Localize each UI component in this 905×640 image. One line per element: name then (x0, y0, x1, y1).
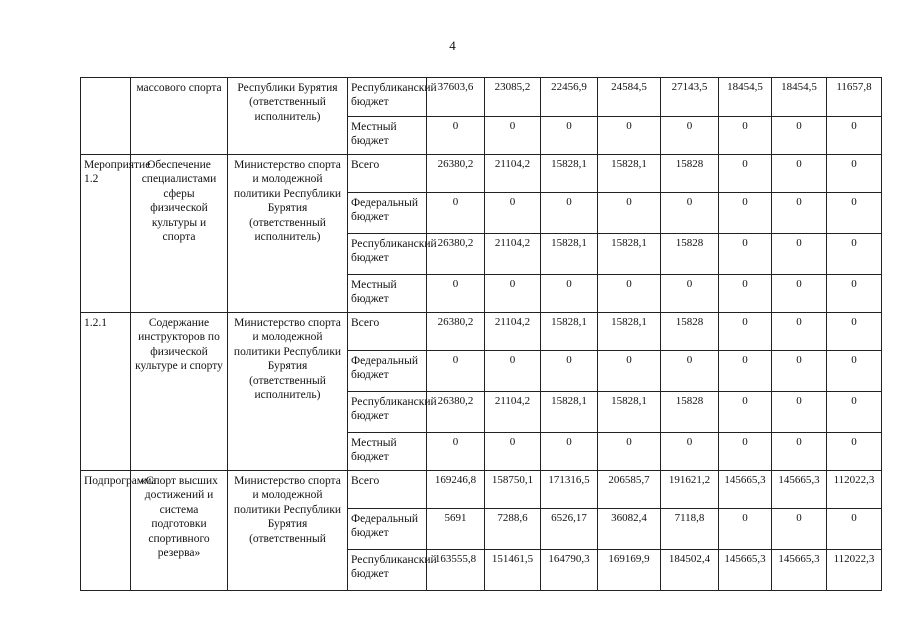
value-cell: 0 (427, 351, 485, 392)
value-cell: 145665,3 (772, 471, 827, 509)
row-code-cell: 1.2.1 (81, 313, 131, 471)
row-code-cell: Мероприятие 1.2 (81, 155, 131, 313)
value-cell: 0 (485, 193, 541, 234)
value-cell: 0 (541, 433, 598, 471)
value-cell: 26380,2 (427, 155, 485, 193)
value-cell: 0 (772, 117, 827, 155)
value-cell: 0 (827, 392, 882, 433)
value-cell: 0 (598, 193, 661, 234)
value-cell: 21104,2 (485, 155, 541, 193)
value-cell: 169169,9 (598, 550, 661, 591)
page-number: 4 (449, 38, 456, 53)
value-cell: 15828,1 (541, 392, 598, 433)
value-cell: 15828,1 (541, 155, 598, 193)
value-cell: 112022,3 (827, 471, 882, 509)
value-cell: 0 (661, 275, 719, 313)
value-cell: 21104,2 (485, 313, 541, 351)
row-name-cell: массового спорта (131, 78, 228, 155)
value-cell: 37603,6 (427, 78, 485, 117)
value-cell: 0 (661, 433, 719, 471)
value-cell: 0 (772, 313, 827, 351)
value-cell: 7288,6 (485, 509, 541, 550)
table-row (81, 78, 882, 117)
responsible-cell: Министерство спорта и молодежной политики Республики Бурятия (ответственный исполнитель) (228, 155, 348, 313)
value-cell: 0 (485, 351, 541, 392)
value-cell: 0 (598, 117, 661, 155)
value-cell: 0 (772, 433, 827, 471)
row-name-cell: Содержание инструкторов по физической культуре и спорту (131, 313, 228, 471)
value-cell: 163555,8 (427, 550, 485, 591)
value-cell: 0 (719, 155, 772, 193)
value-cell: 0 (719, 234, 772, 275)
value-cell: 0 (485, 433, 541, 471)
value-cell: 0 (427, 275, 485, 313)
funding-source-cell: Всего (348, 155, 427, 193)
value-cell: 0 (719, 193, 772, 234)
value-cell: 23085,2 (485, 78, 541, 117)
value-cell: 26380,2 (427, 234, 485, 275)
value-cell: 169246,8 (427, 471, 485, 509)
value-cell: 0 (719, 392, 772, 433)
value-cell: 15828 (661, 392, 719, 433)
funding-source-cell: Местный бюджет (348, 117, 427, 155)
value-cell: 0 (485, 117, 541, 155)
value-cell: 22456,9 (541, 78, 598, 117)
value-cell: 0 (719, 275, 772, 313)
value-cell: 112022,3 (827, 550, 882, 591)
table-row (81, 471, 882, 509)
value-cell: 0 (772, 193, 827, 234)
funding-source-cell: Республиканский бюджет (348, 550, 427, 591)
value-cell: 0 (772, 275, 827, 313)
value-cell: 145665,3 (719, 471, 772, 509)
value-cell: 18454,5 (719, 78, 772, 117)
value-cell: 0 (598, 275, 661, 313)
value-cell: 24584,5 (598, 78, 661, 117)
value-cell: 15828,1 (598, 155, 661, 193)
funding-source-cell: Всего (348, 313, 427, 351)
funding-source-cell: Федеральный бюджет (348, 193, 427, 234)
value-cell: 145665,3 (719, 550, 772, 591)
value-cell: 0 (827, 433, 882, 471)
row-name-cell: «Спорт высших достижений и система подготовки спортивного резерва» (131, 471, 228, 591)
value-cell: 0 (661, 117, 719, 155)
value-cell: 15828 (661, 313, 719, 351)
value-cell: 0 (719, 433, 772, 471)
value-cell: 0 (772, 155, 827, 193)
value-cell: 15828 (661, 234, 719, 275)
value-cell: 27143,5 (661, 78, 719, 117)
value-cell: 0 (827, 117, 882, 155)
value-cell: 6526,17 (541, 509, 598, 550)
value-cell: 0 (719, 117, 772, 155)
funding-source-cell: Федеральный бюджет (348, 509, 427, 550)
value-cell: 15828,1 (598, 234, 661, 275)
value-cell: 0 (541, 193, 598, 234)
value-cell: 0 (827, 313, 882, 351)
responsible-cell: Министерство спорта и молодежной политики Республики Бурятия (ответственный исполнитель) (228, 313, 348, 471)
value-cell: 0 (485, 275, 541, 313)
value-cell: 0 (772, 351, 827, 392)
value-cell: 26380,2 (427, 313, 485, 351)
value-cell: 0 (719, 313, 772, 351)
funding-source-cell: Республиканский бюджет (348, 78, 427, 117)
row-name-cell: Обеспечение специалистами сферы физической культуры и спорта (131, 155, 228, 313)
value-cell: 21104,2 (485, 392, 541, 433)
value-cell: 36082,4 (598, 509, 661, 550)
value-cell: 164790,3 (541, 550, 598, 591)
value-cell: 0 (598, 433, 661, 471)
value-cell: 0 (427, 193, 485, 234)
table-row (81, 313, 882, 351)
value-cell: 0 (541, 275, 598, 313)
value-cell: 15828,1 (598, 313, 661, 351)
row-code-cell: Подпрограмма (81, 471, 131, 591)
funding-source-cell: Местный бюджет (348, 275, 427, 313)
value-cell: 158750,1 (485, 471, 541, 509)
value-cell: 0 (719, 509, 772, 550)
value-cell: 0 (827, 509, 882, 550)
value-cell: 18454,5 (772, 78, 827, 117)
value-cell: 0 (772, 234, 827, 275)
value-cell: 26380,2 (427, 392, 485, 433)
responsible-cell: Республики Бурятия (ответственный исполнитель) (228, 78, 348, 155)
value-cell: 0 (427, 433, 485, 471)
value-cell: 184502,4 (661, 550, 719, 591)
value-cell: 15828,1 (541, 313, 598, 351)
funding-source-cell: Республиканский бюджет (348, 392, 427, 433)
funding-source-cell: Республиканский бюджет (348, 234, 427, 275)
value-cell: 0 (427, 117, 485, 155)
responsible-cell: Министерство спорта и молодежной политики Республики Бурятия (ответственный (228, 471, 348, 591)
funding-source-cell: Местный бюджет (348, 433, 427, 471)
value-cell: 0 (661, 193, 719, 234)
value-cell: 0 (719, 351, 772, 392)
value-cell: 0 (661, 351, 719, 392)
value-cell: 5691 (427, 509, 485, 550)
value-cell: 171316,5 (541, 471, 598, 509)
value-cell: 7118,8 (661, 509, 719, 550)
row-code-cell (81, 78, 131, 155)
value-cell: 0 (772, 509, 827, 550)
funding-source-cell: Всего (348, 471, 427, 509)
table-row (81, 155, 882, 193)
value-cell: 0 (598, 351, 661, 392)
budget-table (80, 77, 882, 591)
value-cell: 0 (827, 275, 882, 313)
value-cell: 191621,2 (661, 471, 719, 509)
value-cell: 21104,2 (485, 234, 541, 275)
value-cell: 0 (772, 392, 827, 433)
value-cell: 15828,1 (598, 392, 661, 433)
value-cell: 206585,7 (598, 471, 661, 509)
value-cell: 0 (827, 351, 882, 392)
value-cell: 15828,1 (541, 234, 598, 275)
value-cell: 145665,3 (772, 550, 827, 591)
value-cell: 0 (827, 193, 882, 234)
value-cell: 0 (541, 117, 598, 155)
value-cell: 11657,8 (827, 78, 882, 117)
value-cell: 0 (827, 234, 882, 275)
value-cell: 15828 (661, 155, 719, 193)
value-cell: 151461,5 (485, 550, 541, 591)
funding-source-cell: Федеральный бюджет (348, 351, 427, 392)
value-cell: 0 (827, 155, 882, 193)
value-cell: 0 (541, 351, 598, 392)
